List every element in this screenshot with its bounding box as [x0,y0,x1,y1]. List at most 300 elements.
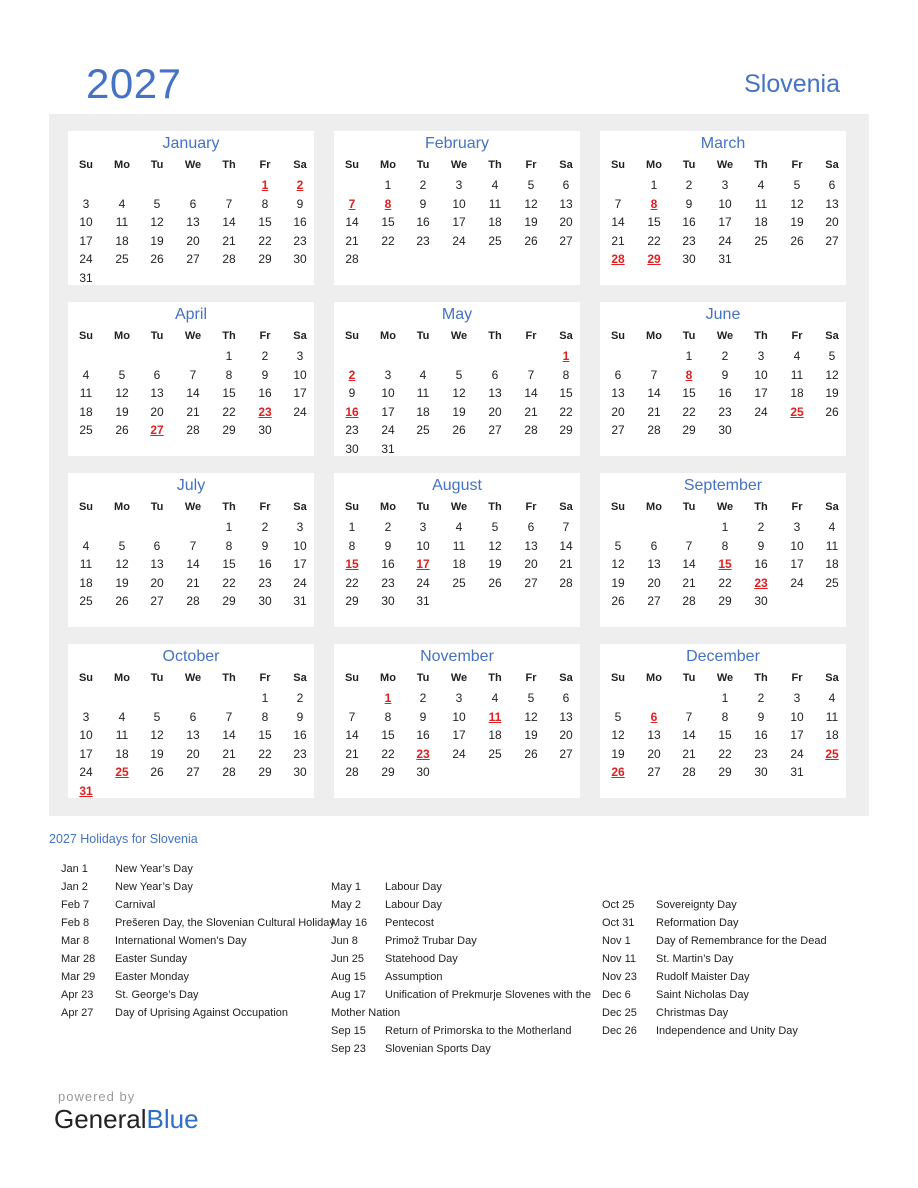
calendar-day: 27 [647,594,661,608]
calendar-day: 8 [348,538,356,553]
calendar-day: 27 [186,765,200,779]
calendar-day: 14 [186,557,200,571]
calendar-day: 25 [825,575,839,590]
holiday-item [602,968,882,986]
holiday-date: Apr 27 [61,1007,94,1019]
calendar-day: 30 [293,765,307,779]
calendar-day: 24 [381,423,395,437]
calendar-day: 9 [419,709,427,724]
brand-logo [54,1104,199,1135]
holiday-day: 29 [647,252,661,266]
calendar-day: 9 [261,538,269,553]
calendar-day: 20 [186,233,200,248]
calendar-day: 25 [754,233,768,248]
holiday-name: Assumption [385,971,443,983]
calendar-day: 29 [718,765,732,779]
calendar-day: 26 [115,594,129,608]
calendar-day: 21 [186,575,200,590]
holiday-item [61,986,341,1004]
weekday-label: Sa [293,159,307,171]
weekday-label: Su [610,330,626,342]
calendar-day: 25 [416,423,430,437]
calendar-day: 24 [79,765,93,779]
calendar-day: 12 [524,709,538,724]
calendar-day: 2 [721,349,729,363]
weekday-label: Su [610,501,626,513]
calendar-day: 7 [650,367,658,382]
calendar-day: 31 [381,441,395,456]
calendar-day: 27 [611,423,625,437]
holiday-item [61,950,341,968]
calendar-day: 18 [754,215,768,229]
holiday-date: May 16 [331,917,368,929]
month-june [600,302,846,456]
weekday-label: Tu [416,159,430,171]
calendar-day: 19 [611,575,625,590]
calendar-day: 13 [559,196,573,211]
weekday-label: Th [488,672,502,684]
calendar-day: 5 [118,367,126,382]
calendar-day: 14 [222,215,236,229]
holiday-item [61,878,341,896]
weekday-label: Sa [293,672,307,684]
calendar-day: 4 [491,691,499,705]
calendar-day: 28 [682,594,696,608]
calendar-day: 24 [452,233,466,248]
calendar-day: 8 [225,367,233,382]
calendar-day: 8 [384,709,392,724]
calendar-day: 18 [115,233,129,248]
calendar-day: 17 [79,233,93,248]
calendar-day: 2 [757,520,765,534]
calendar-day: 4 [118,709,126,724]
holiday-date: May 1 [331,881,361,893]
calendar-day: 4 [82,367,90,382]
calendar-day: 18 [825,557,839,571]
weekday-label: Mo [114,159,130,171]
weekday-label: Fr [791,159,803,171]
weekday-label: Tu [682,159,696,171]
holiday-day: 1 [261,178,269,192]
weekday-label: Fr [525,501,537,513]
calendar-day: 18 [790,386,804,400]
holiday-date: Jan 2 [61,881,88,893]
calendar-day: 17 [452,215,466,229]
calendar-day: 30 [754,594,768,608]
calendar-day: 2 [384,520,392,534]
weekday-label: We [184,159,202,171]
calendar-day: 21 [345,233,359,248]
calendar-day: 23 [258,575,272,590]
weekday-header [600,672,846,688]
calendar-day: 3 [419,520,427,534]
calendar-day: 3 [82,196,90,211]
calendar-day: 10 [79,215,93,229]
holidays-column [331,878,611,1058]
calendar-day: 19 [150,746,164,761]
holiday-date: Aug 15 [331,971,366,983]
weekday-label: Sa [293,501,307,513]
calendar-day: 28 [222,252,236,266]
calendar-day: 13 [186,728,200,742]
weekday-label: Mo [646,672,662,684]
calendar-day: 9 [757,709,765,724]
holiday-day: 2 [348,367,356,382]
weekday-label: Sa [559,672,573,684]
weekday-label: Sa [559,330,573,342]
holiday-item [602,914,882,932]
holidays-heading: 2027 Holidays for Slovenia [49,832,198,846]
holiday-item [61,932,341,950]
holiday-day: 16 [345,404,359,419]
calendar-day: 8 [562,367,570,382]
calendar-grid [49,114,869,816]
calendar-day: 3 [296,520,304,534]
calendar-day: 21 [647,404,661,419]
calendar-day: 31 [416,594,430,608]
holiday-item [602,1004,882,1022]
calendar-day: 19 [524,215,538,229]
weekday-label: We [450,672,468,684]
calendar-day: 28 [345,765,359,779]
calendar-day: 2 [419,691,427,705]
calendar-day: 31 [79,270,93,285]
holiday-day: 11 [488,709,502,724]
calendar-day: 6 [650,538,658,553]
calendar-day: 28 [186,594,200,608]
calendar-day: 12 [524,196,538,211]
calendar-day: 20 [559,215,573,229]
holiday-day: 26 [611,765,625,779]
calendar-day: 2 [419,178,427,192]
holiday-item [602,950,882,968]
calendar-day: 27 [559,233,573,248]
calendar-day: 5 [527,178,535,192]
weekday-label: We [716,672,734,684]
calendar-day: 17 [293,557,307,571]
holiday-item [61,1004,341,1022]
calendar-day: 7 [685,538,693,553]
calendar-day: 16 [416,728,430,742]
calendar-day: 3 [296,349,304,363]
weekday-label: Mo [646,330,662,342]
holiday-date: Dec 6 [602,989,631,1001]
calendar-day: 16 [754,557,768,571]
calendar-day: 15 [381,215,395,229]
calendar-day: 9 [296,196,304,211]
weekday-label: Mo [114,672,130,684]
calendar-day: 14 [611,215,625,229]
calendar-day: 11 [115,728,129,742]
calendar-day: 6 [153,538,161,553]
calendar-day: 11 [452,538,466,553]
calendar-day: 29 [258,765,272,779]
weekday-label: Fr [791,672,803,684]
calendar-day: 22 [718,746,732,761]
holiday-day: 8 [384,196,392,211]
month-name: January [162,135,220,152]
calendar-day: 20 [825,215,839,229]
calendar-day: 23 [718,404,732,419]
calendar-day: 26 [825,404,839,419]
calendar-day: 25 [488,746,502,761]
calendar-day: 29 [345,594,359,608]
calendar-day: 27 [647,765,661,779]
calendar-day: 17 [79,746,93,761]
weekday-header [68,501,314,517]
calendar-day: 18 [488,728,502,742]
calendar-day: 13 [150,557,164,571]
weekday-label: Th [222,159,236,171]
calendar-day: 11 [79,386,93,400]
calendar-day: 12 [150,215,164,229]
holiday-date: Mar 28 [61,953,96,965]
holiday-day: 15 [718,557,732,571]
calendar-day: 14 [186,386,200,400]
holiday-name: International Women’s Day [115,935,247,947]
calendar-day: 12 [452,386,466,400]
weekday-label: Su [78,330,94,342]
holiday-item [602,932,882,950]
calendar-day: 28 [345,252,359,266]
calendar-day: 22 [258,233,272,248]
holiday-item [331,986,611,1022]
calendar-day: 5 [828,349,836,363]
country-title: Slovenia [744,70,840,98]
weekday-label: Sa [559,501,573,513]
month-january [68,131,314,285]
calendar-day: 7 [614,196,622,211]
month-name: July [176,477,206,494]
weekday-label: Tu [682,672,696,684]
weekday-label: Mo [380,672,396,684]
month-name: March [700,135,746,152]
calendar-day: 24 [416,575,430,590]
calendar-day: 14 [524,386,538,400]
holiday-name: Day of Uprising Against Occupation [115,1007,289,1019]
calendar-day: 16 [682,215,696,229]
month-september [600,473,846,627]
calendar-day: 7 [562,520,570,534]
holiday-day: 1 [384,691,392,705]
calendar-day: 5 [614,709,622,724]
calendar-day: 19 [452,404,466,419]
weekday-label: Th [488,501,502,513]
calendar-day: 21 [682,575,696,590]
calendar-day: 11 [825,709,839,724]
holiday-name: Return of Primorska to the Motherland [385,1025,572,1037]
calendar-day: 26 [150,765,164,779]
calendar-day: 15 [381,728,395,742]
calendar-day: 19 [488,557,502,571]
calendar-day: 23 [416,233,430,248]
calendar-day: 1 [384,178,392,192]
weekday-label: Th [488,159,502,171]
weekday-header [68,159,314,175]
calendar-day: 25 [452,575,466,590]
calendar-day: 21 [524,404,538,419]
weekday-label: We [184,672,202,684]
weekday-label: Sa [559,159,573,171]
calendar-day: 15 [718,728,732,742]
calendar-day: 9 [419,196,427,211]
calendar-day: 4 [455,520,463,534]
calendar-day: 17 [718,215,732,229]
weekday-label: We [716,330,734,342]
calendar-day: 4 [118,196,126,211]
weekday-label: Su [344,159,360,171]
weekday-header [68,672,314,688]
calendar-day: 30 [416,765,430,779]
weekday-label: Th [754,159,768,171]
month-august [334,473,580,627]
calendar-day: 15 [682,386,696,400]
month-name: May [441,306,473,323]
weekday-label: Mo [646,501,662,513]
calendar-day: 5 [614,538,622,553]
month-december [600,644,846,798]
calendar-day: 13 [524,538,538,553]
month-october [68,644,314,798]
calendar-day: 7 [685,709,693,724]
holiday-item [61,914,341,932]
calendar-day: 12 [825,367,839,382]
holiday-date: Mar 29 [61,971,96,983]
calendar-day: 15 [222,557,236,571]
calendar-day: 14 [345,728,359,742]
calendar-day: 3 [757,349,765,363]
weekday-label: We [716,159,734,171]
holiday-name: Prešeren Day, the Slovenian Cultural Holiday [115,917,335,929]
holiday-name: Reformation Day [656,917,739,929]
calendar-day: 18 [79,404,93,419]
holiday-date: Dec 25 [602,1007,637,1019]
calendar-day: 4 [491,178,499,192]
holiday-name: Easter Sunday [115,953,188,965]
calendar-day: 17 [754,386,768,400]
weekday-label: Sa [825,330,839,342]
calendar-day: 10 [790,709,804,724]
calendar-day: 6 [562,691,570,705]
holiday-item [61,968,341,986]
holiday-date: Mar 8 [61,935,90,947]
calendar-day: 26 [488,575,502,590]
weekday-label: Tu [150,672,164,684]
calendar-day: 20 [488,404,502,419]
calendar-day: 8 [261,196,269,211]
calendar-day: 15 [647,215,661,229]
weekday-label: Fr [791,330,803,342]
calendar-day: 9 [296,709,304,724]
calendar-day: 29 [682,423,696,437]
calendar-day: 5 [455,367,463,382]
holiday-date: Feb 8 [61,917,90,929]
calendar-day: 2 [685,178,693,192]
calendar-day: 1 [650,178,658,192]
calendar-day: 23 [293,233,307,248]
calendar-day: 30 [258,423,272,437]
month-may [334,302,580,456]
calendar-day: 5 [527,691,535,705]
calendar-day: 22 [381,233,395,248]
calendar-day: 11 [754,196,768,211]
calendar-day: 7 [189,367,197,382]
calendar-day: 24 [790,746,804,761]
calendar-day: 26 [524,233,538,248]
calendar-day: 12 [790,196,804,211]
holiday-day: 17 [416,557,430,571]
calendar-day: 13 [150,386,164,400]
calendar-day: 19 [524,728,538,742]
month-name: December [686,648,760,665]
calendar-day: 24 [452,746,466,761]
calendar-day: 26 [524,746,538,761]
holiday-date: Sep 23 [331,1043,366,1055]
holiday-date: Jun 8 [331,935,358,947]
month-name: June [705,306,741,323]
calendar-day: 30 [682,252,696,266]
calendar-day: 21 [611,233,625,248]
calendar-day: 6 [491,367,499,382]
holiday-date: Jan 1 [61,863,88,875]
weekday-label: We [450,330,468,342]
weekday-header [600,501,846,517]
holiday-item [602,1022,882,1040]
calendar-day: 12 [150,728,164,742]
calendar-day: 12 [611,557,625,571]
calendar-day: 1 [225,520,233,534]
holiday-day: 23 [416,746,430,761]
weekday-label: Th [754,501,768,513]
holiday-date: Apr 23 [61,989,94,1001]
calendar-day: 10 [381,386,395,400]
weekday-label: We [184,501,202,513]
holiday-item [602,986,882,1004]
calendar-day: 1 [261,691,269,705]
calendar-day: 16 [381,557,395,571]
holiday-date: Nov 23 [602,971,637,983]
calendar-day: 23 [754,746,768,761]
weekday-label: Su [610,159,626,171]
weekday-label: Fr [259,501,271,513]
holiday-day: 27 [150,423,164,437]
weekday-label: Tu [416,330,430,342]
calendar-day: 18 [416,404,430,419]
calendar-day: 18 [115,746,129,761]
holiday-name: New Year’s Day [115,863,193,875]
calendar-day: 7 [225,196,233,211]
calendar-day: 20 [150,575,164,590]
weekday-header [334,159,580,175]
weekday-label: Sa [825,501,839,513]
holiday-name: Labour Day [385,881,442,893]
calendar-day: 6 [562,178,570,192]
calendar-day: 15 [258,728,272,742]
calendar-day: 22 [381,746,395,761]
holiday-item [331,878,611,896]
holiday-day: 23 [258,404,272,419]
calendar-day: 20 [611,404,625,419]
calendar-day: 21 [345,746,359,761]
weekday-label: Fr [259,672,271,684]
calendar-day: 17 [790,728,804,742]
calendar-day: 22 [222,404,236,419]
calendar-day: 11 [79,557,93,571]
calendar-day: 20 [186,746,200,761]
holiday-name: Primož Trubar Day [385,935,477,947]
calendar-day: 2 [261,520,269,534]
calendar-day: 27 [186,252,200,266]
